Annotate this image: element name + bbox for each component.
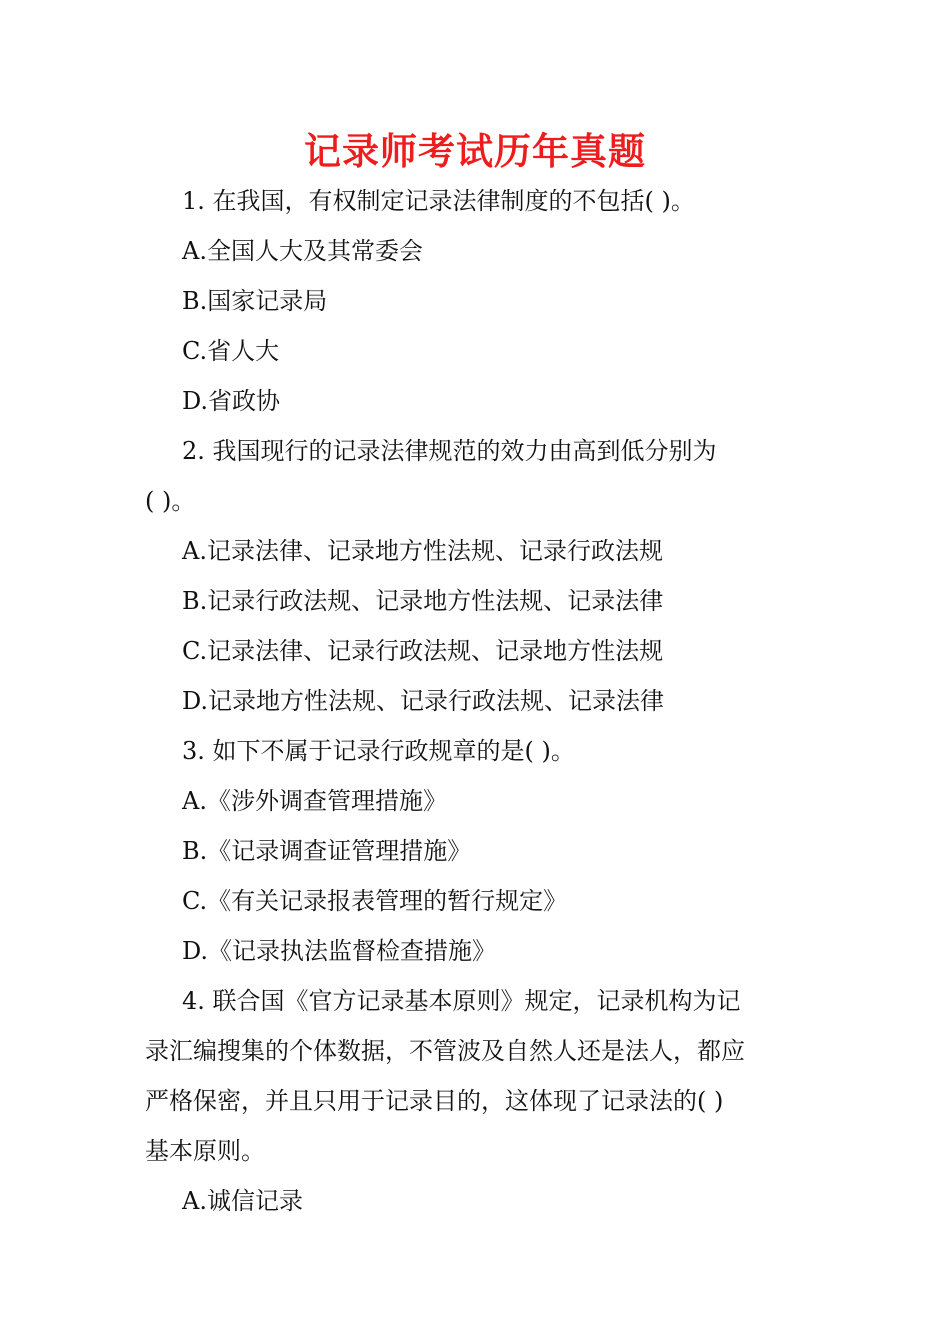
text-line: 3. 如下不属于记录行政规章的是( )。: [182, 737, 575, 765]
text-line: 2. 我国现行的记录法律规范的效力由高到低分别为: [182, 437, 717, 465]
text-line: A.记录法律、记录地方性法规、记录行政法规: [182, 537, 663, 565]
text-line: 4. 联合国《官方记录基本原则》规定，记录机构为记: [182, 987, 741, 1015]
text-line: A.《涉外调查管理措施》: [182, 787, 447, 815]
text-line: B.《记录调查证管理措施》: [182, 837, 472, 865]
text-line: 录汇编搜集的个体数据，不管波及自然人还是法人，都应: [145, 1037, 745, 1065]
text-line: 基本原则。: [145, 1137, 265, 1165]
document-title: 记录师考试历年真题: [304, 130, 646, 173]
text-line: D.记录地方性法规、记录行政法规、记录法律: [182, 687, 665, 715]
text-line: A.诚信记录: [182, 1187, 303, 1215]
text-line: ( )。: [145, 487, 196, 515]
text-line: D.《记录执法监督检查措施》: [182, 937, 497, 965]
text-line: 严格保密，并且只用于记录目的，这体现了记录法的( ): [145, 1087, 724, 1115]
text-line: C.省人大: [182, 337, 280, 365]
text-line: B.国家记录局: [182, 287, 328, 315]
text-line: 1. 在我国，有权制定记录法律制度的不包括( )。: [182, 187, 695, 215]
document-body: [145, 176, 795, 1226]
text-line: C.记录法律、记录行政法规、记录地方性法规: [182, 637, 664, 665]
text-line: B.记录行政法规、记录地方性法规、记录法律: [182, 587, 664, 615]
text-line: C.《有关记录报表管理的暂行规定》: [182, 887, 568, 915]
text-line: A.全国人大及其常委会: [182, 237, 423, 265]
text-line: D.省政协: [182, 387, 281, 415]
